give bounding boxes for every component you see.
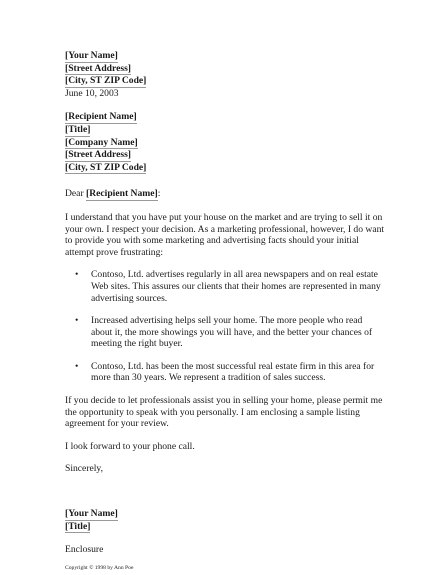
recipient-street[interactable]: [Street Address] xyxy=(65,149,131,161)
bullet-text: Contoso, Ltd. has been the most successful real estate firm in this area for more than 30 years. We represent a tradition of sales success. xyxy=(91,360,375,384)
salutation-recipient-name[interactable]: [Recipient Name] xyxy=(86,188,158,200)
recipient-name[interactable]: [Recipient Name] xyxy=(65,111,137,123)
list-item xyxy=(65,361,385,384)
sender-address-block xyxy=(65,50,385,88)
sender-name[interactable]: [Your Name] xyxy=(65,50,118,61)
closing-paragraph: If you decide to let professionals assist you in selling your home, please permit me the opportunity to speak with you personally. I am enclosing a sample listing agreement for your review. xyxy=(65,395,383,430)
recipient-title[interactable]: [Title] xyxy=(65,123,91,135)
signature-title[interactable]: [Title] xyxy=(65,520,91,532)
thanks-paragraph: I look forward to your phone call. xyxy=(65,440,195,452)
recipient-city[interactable]: [City, ST ZIP Code] xyxy=(65,161,147,173)
bullet-text: Contoso, Ltd. advertises regularly in all area newspapers and on real estate Web sites. This assures our clients that their homes are represented in many advertising sources. xyxy=(91,269,381,304)
letter-page xyxy=(65,50,385,572)
copyright-notice: Copyright © 1998 by Ann Poe xyxy=(65,564,134,571)
bullet-icon: • xyxy=(75,315,79,327)
recipient-company[interactable]: [Company Name] xyxy=(65,136,138,148)
signature-block xyxy=(65,508,385,533)
letter-date: June 10, 2003 xyxy=(65,87,119,99)
list-item xyxy=(65,315,385,350)
salutation-prefix: Dear xyxy=(65,188,87,200)
enclosure-line: Enclosure xyxy=(65,544,104,556)
signature-name[interactable]: [Your Name] xyxy=(65,508,118,520)
bullet-icon: • xyxy=(75,269,79,281)
intro-paragraph: I understand that you have put your house on the market and are trying to sell it on your own. I respect your decision. As a marketing professional, however, I do want to provide you with some marketing and advertising facts should your initial attempt prove frustrating: xyxy=(65,211,385,258)
recipient-address-block xyxy=(65,111,385,174)
bullet-icon: • xyxy=(75,360,79,372)
salutation xyxy=(65,188,385,201)
sender-street[interactable]: [Street Address] xyxy=(65,62,131,74)
salutation-suffix: : xyxy=(157,188,161,200)
sender-city[interactable]: [City, ST ZIP Code] xyxy=(65,75,147,87)
facts-bullet-list xyxy=(65,269,385,384)
list-item xyxy=(65,269,385,304)
sign-off: Sincerely, xyxy=(65,463,104,475)
bullet-text: Increased advertising helps sell your home. The more people who read about it, the more showings you will have, and the better your chances of meeting the right buyer. xyxy=(91,315,373,350)
